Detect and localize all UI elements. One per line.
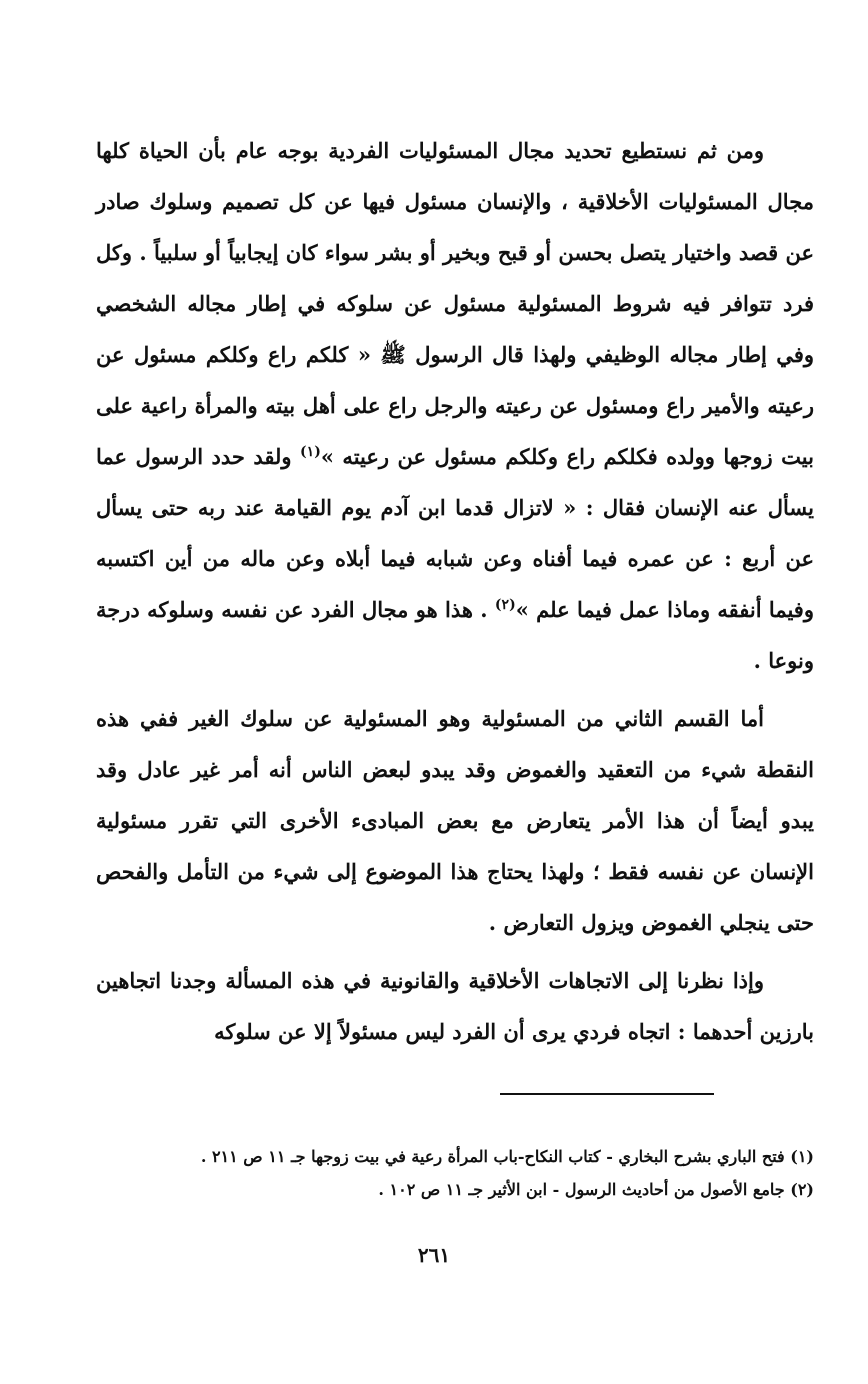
paragraph [96, 125, 814, 686]
footnote-2: (٢) جامع الأصول من أحاديث الرسول - ابن الأثير جـ ١١ ص ١٠٢ . [378, 1180, 814, 1199]
footnote-reference: (٢) [494, 597, 516, 613]
text-run: وإذا نظرنا إلى الاتجاهات الأخلاقية والقانونية في هذه المسألة وجدنا اتجاهين بارزين أحدهما : اتجاه فردي يرى أن الفرد ليس مسئولاً إلا عن سلوكه [96, 968, 814, 1044]
paragraph [96, 693, 814, 948]
paragraph [96, 955, 814, 1057]
text-run: أما القسم الثاني من المسئولية وهو المسئولية عن سلوك الغير ففي هذه النقطة شيء من التعقيد والغموض وقد يبدو لبعض الناس أنه أمر غير عادل وقد يبدو أيضاً أن هذا الأمر يتعارض مع بعض المبادىء الأخرى التي تقرر مسئولية الإنسان عن نفسه فقط ؛ ولهذا يحتاج هذا الموضوع إلى شيء من التأمل والفحص حتى ينجلي الغموض ويزول التعارض . [96, 706, 814, 935]
footnote-1: (١) فتح الباري بشرح البخاري - كتاب النكاح-باب المرأة رعية في بيت زوجها جـ ١١ ص ٢١١ . [200, 1147, 814, 1166]
page-number: ٢٦١ [417, 1243, 451, 1267]
text-run: . هذا هو مجال الفرد عن نفسه وسلوكه درجة ونوعا . [96, 597, 814, 673]
footnote-reference: (١) [300, 444, 321, 460]
main-text [96, 125, 814, 1057]
text-run: ومن ثم نستطيع تحديد مجال المسئوليات الفردية بوجه عام بأن الحياة كلها مجال المسئوليات الأخلاقية ، والإنسان مسئول فيها عن كل تصميم وسلوك صادر عن قصد واختيار يتصل بحسن أو قبح وبخير أو بشر سواء كان إيجابياً أو سلبياً . وكل فرد تتوافر فيه شروط المسئولية مسئول عن سلوكه في إطار مجاله الشخصي وفي إطار مجاله الوظيفي ولهذا قال الرسول ﷺ « كلكم راع وكلكم مسئول عن رعيته والأمير راع ومسئول عن رعيته والرجل راع على أهل بيته والمرأة راعية على بيت زوجها وولده فكلكم راع وكلكم مسئول عن رعيته » [96, 138, 814, 469]
footnotes [110, 1140, 814, 1206]
footnote-separator [500, 1093, 714, 1095]
text-run: ولقد حدد الرسول عما يسأل عنه الإنسان فقال : « لاتزال قدما ابن آدم يوم القيامة عند ربه حتى يسأل عن أربع : عن عمره فيما أفناه وعن شبابه فيما أبلاه وعن ماله من أين اكتسبه وفيما أنفقه وماذا عمل فيما علم » [96, 444, 814, 622]
